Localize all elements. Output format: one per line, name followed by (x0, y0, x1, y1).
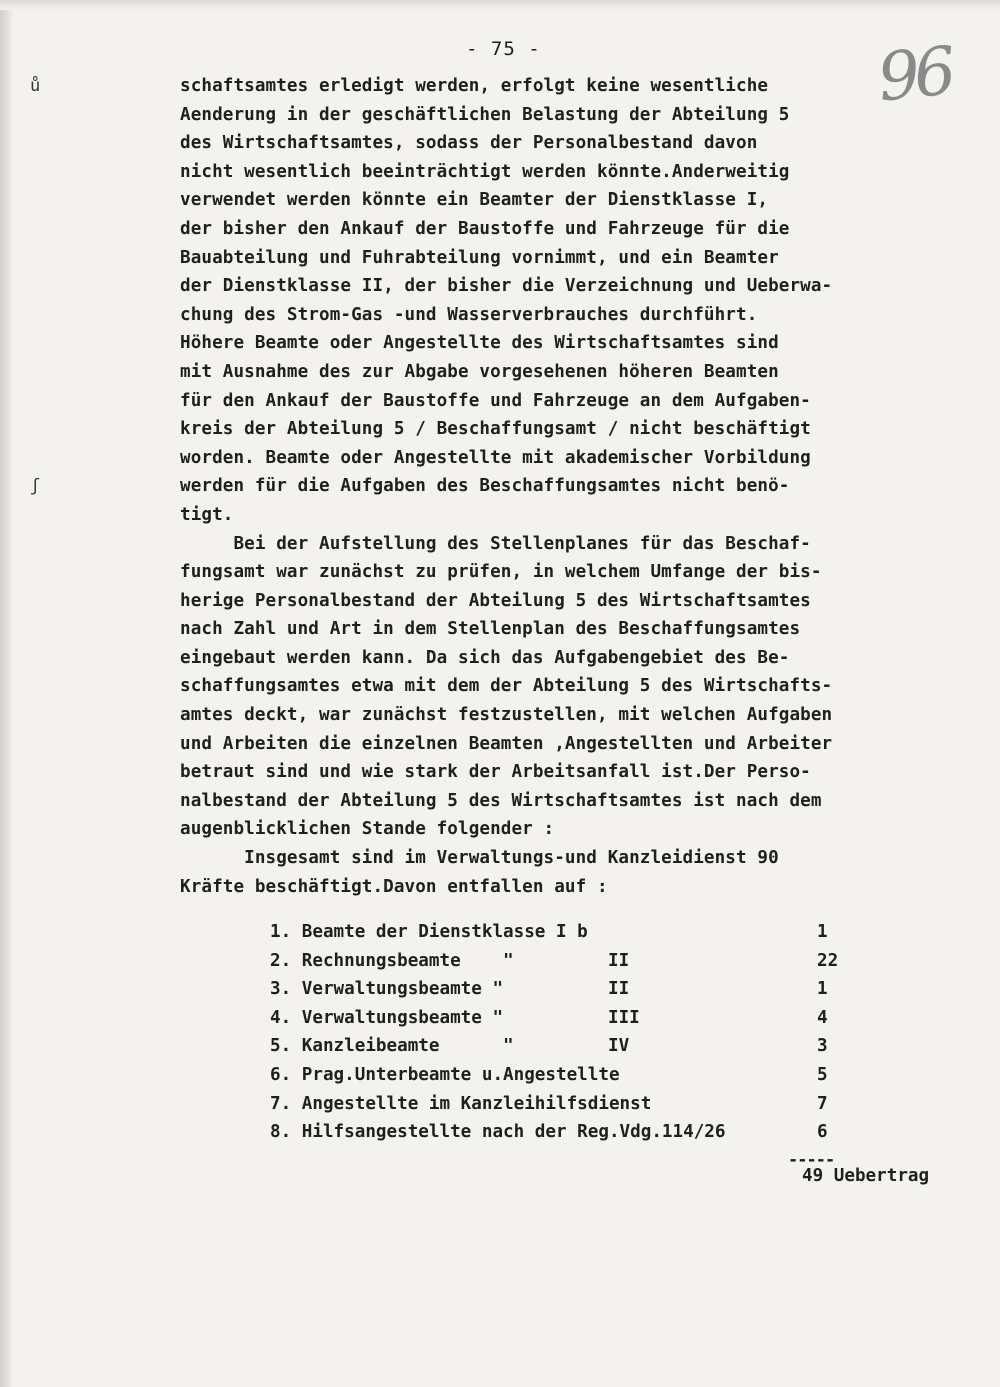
staff-category: 6. Prag.Unterbeamte u.Angestellte (270, 1064, 620, 1085)
handwritten-page-number: 96 (874, 32, 954, 117)
text-line: herige Personalbestand der Abteilung 5 des Wirtschaftsamtes (180, 590, 811, 611)
text-line: verwendet werden könnte ein Beamter der Dienstklasse I, (180, 190, 769, 211)
page-number: - 75 - (466, 38, 541, 60)
text-line: für den Ankauf der Baustoffe und Fahrzeuge an dem Aufgaben- (180, 390, 811, 411)
staff-list-row (270, 975, 870, 1004)
text-line: Bei der Aufstellung des Stellenplanes für das Beschaf- (180, 533, 811, 554)
staff-category: 2. Rechnungsbeamte " (270, 950, 514, 971)
text-line: mit Ausnahme des zur Abgabe vorgesehenen höheren Beamten (180, 361, 779, 382)
text-line: kreis der Abteilung 5 / Beschaffungsamt / nicht beschäftigt (180, 419, 811, 440)
subtotal-rule: ----- (788, 1150, 835, 1170)
carry-over-total: 49 Uebertrag (802, 1166, 930, 1186)
text-line: betraut sind und wie stark der Arbeitsanfall ist.Der Perso- (180, 762, 811, 783)
staff-list-row (270, 1061, 870, 1090)
text-line: nach Zahl und Art in dem Stellenplan des Beschaffungsamtes (180, 619, 801, 640)
staff-count: 5 (817, 1064, 828, 1085)
text-line: Höhere Beamte oder Angestellte des Wirtschaftsamtes sind (180, 333, 779, 354)
text-line: Aenderung in der geschäftlichen Belastung der Abteilung 5 (180, 104, 790, 125)
staff-list-row (270, 1004, 870, 1033)
text-line: schaftsamtes erledigt werden, erfolgt keine wesentliche (180, 76, 769, 96)
margin-mark: ʃ (30, 476, 41, 496)
service-class: II (608, 950, 630, 971)
text-line: augenblicklichen Stande folgender : (180, 819, 555, 840)
staff-category: 7. Angestellte im Kanzleihilfsdienst (270, 1093, 652, 1114)
staff-category: 1. Beamte der Dienstklasse I b (270, 922, 588, 942)
service-class: IV (608, 1036, 630, 1057)
staff-list (270, 918, 870, 1147)
text-line: und Arbeiten die einzelnen Beamten ,Angestellten und Arbeiter (180, 733, 833, 754)
text-line: nalbestand der Abteilung 5 des Wirtschaftsamtes ist nach dem (180, 790, 822, 811)
text-line: Insgesamt sind im Verwaltungs-und Kanzleidienst 90 (180, 848, 779, 869)
service-class: II (608, 979, 630, 1000)
service-class: III (608, 1007, 640, 1028)
staff-count: 6 (817, 1122, 828, 1143)
page-left-edge (0, 0, 14, 1387)
staff-count: 1 (817, 979, 828, 1000)
text-line: tigt. (180, 504, 234, 525)
text-line: nicht wesentlich beeinträchtigt werden könnte.Anderweitig (180, 161, 790, 182)
staff-count: 22 (817, 950, 839, 971)
staff-list-row (270, 918, 870, 947)
text-line: der bisher den Ankauf der Baustoffe und Fahrzeuge für die (180, 218, 790, 239)
page-top-edge (0, 0, 1000, 10)
text-line: schaffungsamtes etwa mit dem der Abteilung 5 des Wirtschafts- (180, 676, 833, 697)
text-line: Kräfte beschäftigt.Davon entfallen auf : (180, 876, 608, 897)
staff-count: 1 (817, 922, 828, 942)
staff-category: 4. Verwaltungsbeamte " (270, 1007, 504, 1028)
staff-list-row (270, 1118, 870, 1147)
text-line: chung des Strom-Gas -und Wasserverbrauches durchführt. (180, 304, 758, 325)
text-line: des Wirtschaftsamtes, sodass der Personalbestand davon (180, 133, 758, 154)
text-line: werden für die Aufgaben des Beschaffungsamtes nicht benö- (180, 476, 790, 497)
staff-count: 3 (817, 1036, 828, 1057)
text-line: fungsamt war zunächst zu prüfen, in welchem Umfange der bis- (180, 562, 822, 583)
staff-list-row (270, 947, 870, 976)
staff-category: 5. Kanzleibeamte " (270, 1036, 514, 1057)
text-line: amtes deckt, war zunächst festzustellen, mit welchen Aufgaben (180, 705, 833, 726)
staff-count: 4 (817, 1007, 828, 1028)
typed-body-text (180, 72, 970, 901)
staff-category: 3. Verwaltungsbeamte " (270, 979, 504, 1000)
staff-count: 7 (817, 1093, 828, 1114)
text-line: Bauabteilung und Fuhrabteilung vornimmt, und ein Beamter (180, 247, 779, 268)
margin-mark: ů (30, 76, 41, 96)
text-line: eingebaut werden kann. Da sich das Aufgabengebiet des Be- (180, 647, 790, 668)
text-line: worden. Beamte oder Angestellte mit akademischer Vorbildung (180, 447, 811, 468)
staff-list-row (270, 1032, 870, 1061)
staff-list-row (270, 1090, 870, 1119)
text-line: der Dienstklasse II, der bisher die Verzeichnung und Ueberwa- (180, 276, 833, 297)
staff-category: 8. Hilfsangestellte nach der Reg.Vdg.114/26 (270, 1122, 726, 1143)
